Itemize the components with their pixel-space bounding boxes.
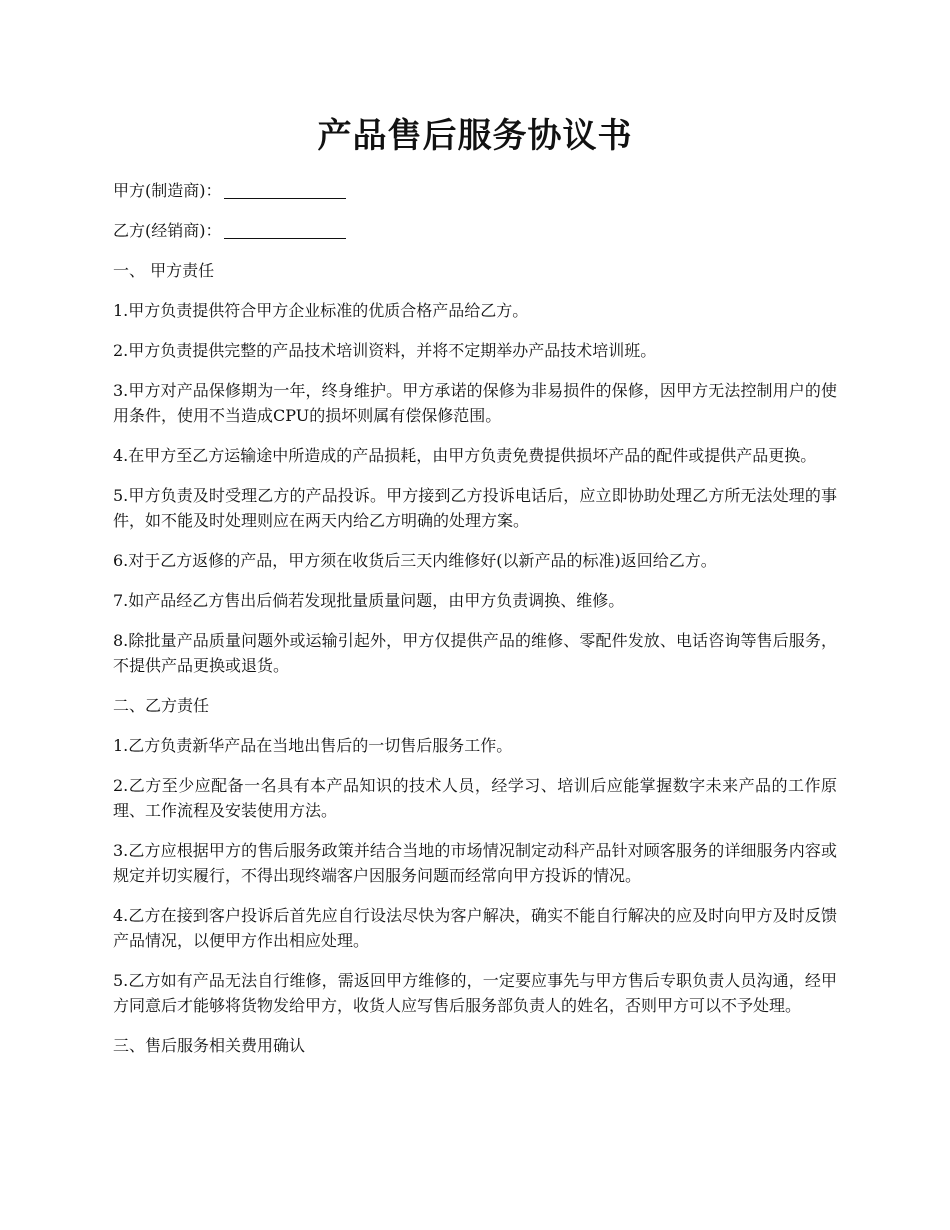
- section2-item-3: 3.乙方应根据甲方的售后服务政策并结合当地的市场情况制定动科产品针对顾客服务的详细服务内容或规定并切实履行，不得出现终端客户因服务问题而经常向甲方投诉的情况。: [113, 841, 837, 885]
- section1-item-7: 7.如产品经乙方售出后倘若发现批量质量问题，由甲方负责调换、维修。: [113, 591, 625, 610]
- party-a-field: [113, 178, 837, 203]
- party-b-label: 乙方(经销商)：: [113, 221, 222, 240]
- section-heading-3: 三、售后服务相关费用确认: [113, 1036, 306, 1055]
- section-heading-2: 二、乙方责任: [113, 696, 210, 715]
- section1-item-5: 5.甲方负责及时受理乙方的产品投诉。甲方接到乙方投诉电话后，应立即协助处理乙方所无法处理的事件，如不能及时处理则应在两天内给乙方明确的处理方案。: [113, 486, 837, 530]
- section1-item-3: 3.甲方对产品保修期为一年，终身维护。甲方承诺的保修为非易损件的保修，因甲方无法控制用户的使用条件，使用不当造成CPU的损坏则属有偿保修范围。: [113, 381, 837, 425]
- section2-item-5: 5.乙方如有产品无法自行维修，需返回甲方维修的，一定要应事先与甲方售后专职负责人员沟通，经甲方同意后才能够将货物发给甲方，收货人应写售后服务部负责人的姓名，否则甲方可以不予处理。: [113, 971, 837, 1015]
- party-a-blank: [224, 180, 346, 199]
- section2-item-1: 1.乙方负责新华产品在当地出售后的一切售后服务工作。: [113, 736, 513, 755]
- section2-item-4: 4.乙方在接到客户投诉后首先应自行设法尽快为客户解决，确实不能自行解决的应及时向甲方及时反馈产品情况，以便甲方作出相应处理。: [113, 906, 837, 950]
- party-b-field: [113, 218, 837, 243]
- party-b-blank: [224, 220, 346, 239]
- section1-item-1: 1.甲方负责提供符合甲方企业标准的优质合格产品给乙方。: [113, 301, 529, 320]
- section-heading-1: 一、 甲方责任: [113, 261, 215, 280]
- section1-item-2: 2.甲方负责提供完整的产品技术培训资料，并将不定期举办产品技术培训班。: [113, 341, 657, 360]
- section2-item-2: 2.乙方至少应配备一名具有本产品知识的技术人员，经学习、培训后应能掌握数字未来产品的工作原理、工作流程及安装使用方法。: [113, 776, 837, 820]
- party-a-label: 甲方(制造商)：: [113, 181, 222, 200]
- section1-item-4: 4.在甲方至乙方运输途中所造成的产品损耗，由甲方负责免费提供损坏产品的配件或提供产品更换。: [113, 446, 817, 465]
- section1-item-8: 8.除批量产品质量问题外或运输引起外，甲方仅提供产品的维修、零配件发放、电话咨询等售后服务，不提供产品更换或退货。: [113, 631, 837, 675]
- document-body: [113, 178, 837, 1073]
- document-title: 产品售后服务协议书: [317, 116, 633, 156]
- section1-item-6: 6.对于乙方返修的产品，甲方须在收货后三天内维修好(以新产品的标准)返回给乙方。: [113, 551, 717, 570]
